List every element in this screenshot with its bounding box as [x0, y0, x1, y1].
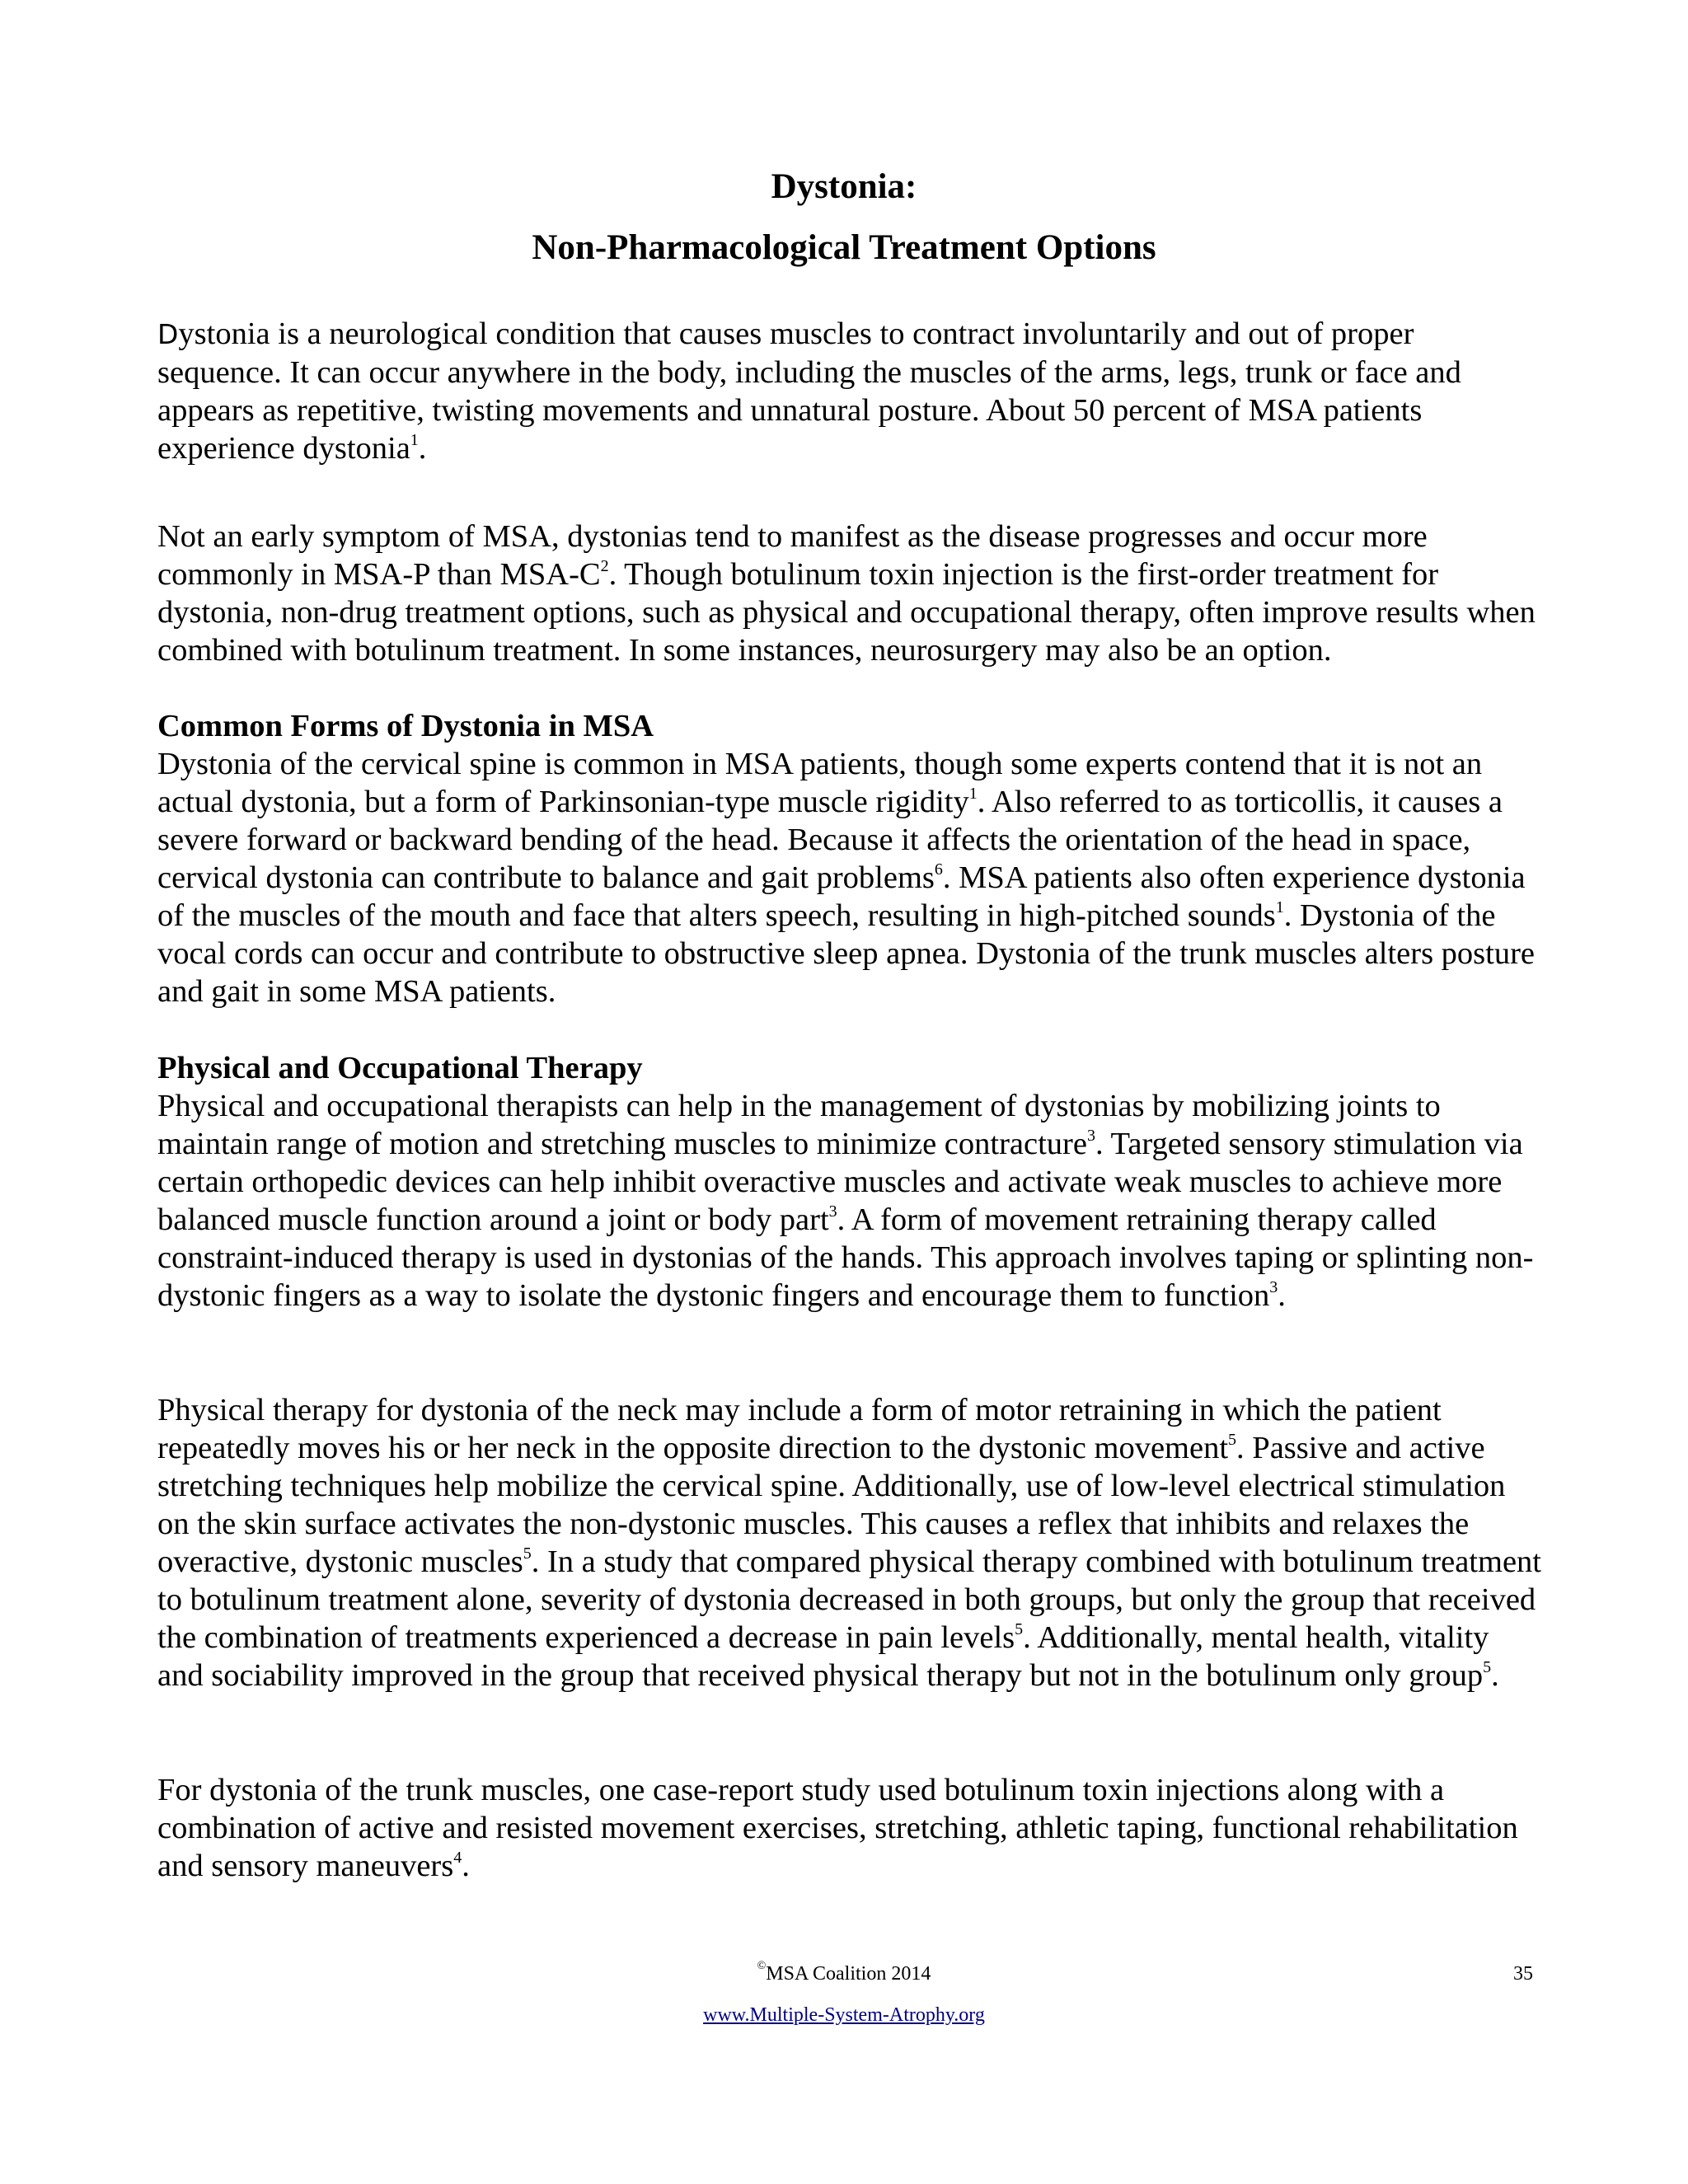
text-run: Dystonia of the cervical spine is common in MSA patients, though some experts contend that it is not an actual dystonia, but a form of Parkinsonian-type muscle rigidity: [157, 747, 1483, 819]
citation-superscript: 1: [410, 431, 419, 450]
intro-p1-text: ystonia is a neurological condition that causes muscles to contract involuntarily and out of proper sequence. It can occur anywhere in the body, including the muscles of the arms, legs, trunk or face and appears as repetitive, twisting movements and unnatural posture. About 50 percent of MSA patients experience dystonia: [157, 316, 1461, 466]
intro-p2-text-b: . Though botulinum toxin injection is the first-order treatment for dystonia, non-drug treatment options, such as physical and occupational therapy, often improve results when combined with botulinum treatment. In some instances, neurosurgery may also be an option.: [157, 557, 1536, 668]
intro-p2-text-a: Not an early symptom of MSA, dystonias tend to manifest as the disease progresses and occur more commonly in MSA-P than MSA-C: [157, 519, 1428, 592]
intro-p1-end: .: [418, 431, 427, 466]
section-heading-therapy: Physical and Occupational Therapy: [157, 1051, 643, 1085]
trunk-therapy-paragraph: [157, 1771, 1542, 1885]
therapy-paragraph: [157, 1087, 1542, 1315]
text-run: Physical and occupational therapists can help in the management of dystonias by mobilizing joints to maintain range of motion and stretching muscles to minimize contracture: [157, 1089, 1441, 1161]
citation-superscript: 1: [1275, 898, 1284, 917]
intro-paragraph-1: [157, 315, 1542, 467]
text-run: . Also referred to as torticollis, it causes a severe forward or backward bending of the head. Because it affects the orientation of the head in space, cervical dystonia can contribute to balance and gait problems: [157, 785, 1503, 895]
title-line-1: Dystonia:: [771, 167, 917, 206]
intro-first-letter: D: [157, 318, 179, 350]
citation-superscript: 5: [1483, 1658, 1492, 1677]
website-link[interactable]: www.Multiple-System-Atrophy.org: [703, 2004, 985, 2026]
text-run: . Additionally, mental health, vitality and sociability improved in the group that received physical therapy but not in the botulinum only group: [157, 1620, 1489, 1693]
text-run: .: [462, 1849, 470, 1883]
citation-superscript: 4: [453, 1849, 462, 1868]
text-run: . MSA patients also often experience dystonia of the muscles of the mouth and face that alters speech, resulting in high-pitched sounds: [157, 860, 1526, 933]
citation-superscript: 1: [968, 785, 978, 804]
section-physical-occupational-therapy: [157, 1049, 1542, 1315]
title-line-2: Non-Pharmacological Treatment Options: [532, 228, 1156, 267]
copyright-text: MSA Coalition 2014: [766, 1963, 931, 1985]
copyright-symbol: ©: [757, 1960, 767, 1972]
common-forms-paragraph: [157, 745, 1542, 1010]
text-run: Physical therapy for dystonia of the neck may include a form of motor retraining in which the patient repeatedly moves his or her neck in the opposite direction to the dystonic movement: [157, 1393, 1442, 1465]
text-run: . Passive and active stretching techniques help mobilize the cervical spine. Additionally, use of low-level electrical stimulation on the skin surface activates the non-dystonic muscles. This causes a reflex that inhibits and relaxes the overactive, dystonic muscles: [157, 1431, 1506, 1579]
footer-website: [0, 2003, 1688, 2027]
section-common-forms: [157, 707, 1542, 1010]
text-run: . A form of movement retraining therapy called constraint-induced therapy is used in dystonias of the hands. This approach involves taping or splinting non-dystonic fingers as a way to isolate the dystonic fingers and encourage them to function: [157, 1202, 1534, 1313]
page-number: 35: [1513, 1963, 1533, 1985]
text-run: . In a study that compared physical therapy combined with botulinum treatment to botulinum treatment alone, severity of dystonia decreased in both groups, but only the group that received the combination of treatments experienced a decrease in pain levels: [157, 1544, 1541, 1655]
citation-superscript: 2: [600, 557, 609, 576]
citation-superscript: 3: [828, 1202, 837, 1221]
citation-superscript: 3: [1269, 1278, 1278, 1297]
citation-superscript: 6: [934, 860, 943, 879]
citation-superscript: 5: [1015, 1620, 1024, 1639]
text-run: . Targeted sensory stimulation via certain orthopedic devices can help inhibit overactive muscles and activate weak muscles to achieve more balanced muscle function around a joint or body part: [157, 1127, 1523, 1237]
citation-superscript: 5: [523, 1544, 532, 1563]
footer-copyright: [0, 1961, 1688, 1986]
citation-superscript: 5: [1228, 1431, 1237, 1450]
neck-therapy-paragraph: [157, 1391, 1542, 1694]
text-run: . Dystonia of the vocal cords can occur and contribute to obstructive sleep apnea. Dystonia of the trunk muscles alters posture and gait in some MSA patients.: [157, 898, 1536, 1009]
text-run: .: [1278, 1278, 1286, 1313]
intro-paragraph-2: [157, 518, 1542, 669]
section-heading-common-forms: Common Forms of Dystonia in MSA: [157, 709, 654, 743]
text-run: .: [1491, 1658, 1499, 1693]
text-run: For dystonia of the trunk muscles, one case-report study used botulinum toxin injections along with a combination of active and resisted movement exercises, stretching, athletic taping, functional rehabilitation and sensory maneuvers: [157, 1773, 1518, 1883]
citation-superscript: 3: [1086, 1127, 1095, 1146]
page-title: [0, 157, 1688, 279]
